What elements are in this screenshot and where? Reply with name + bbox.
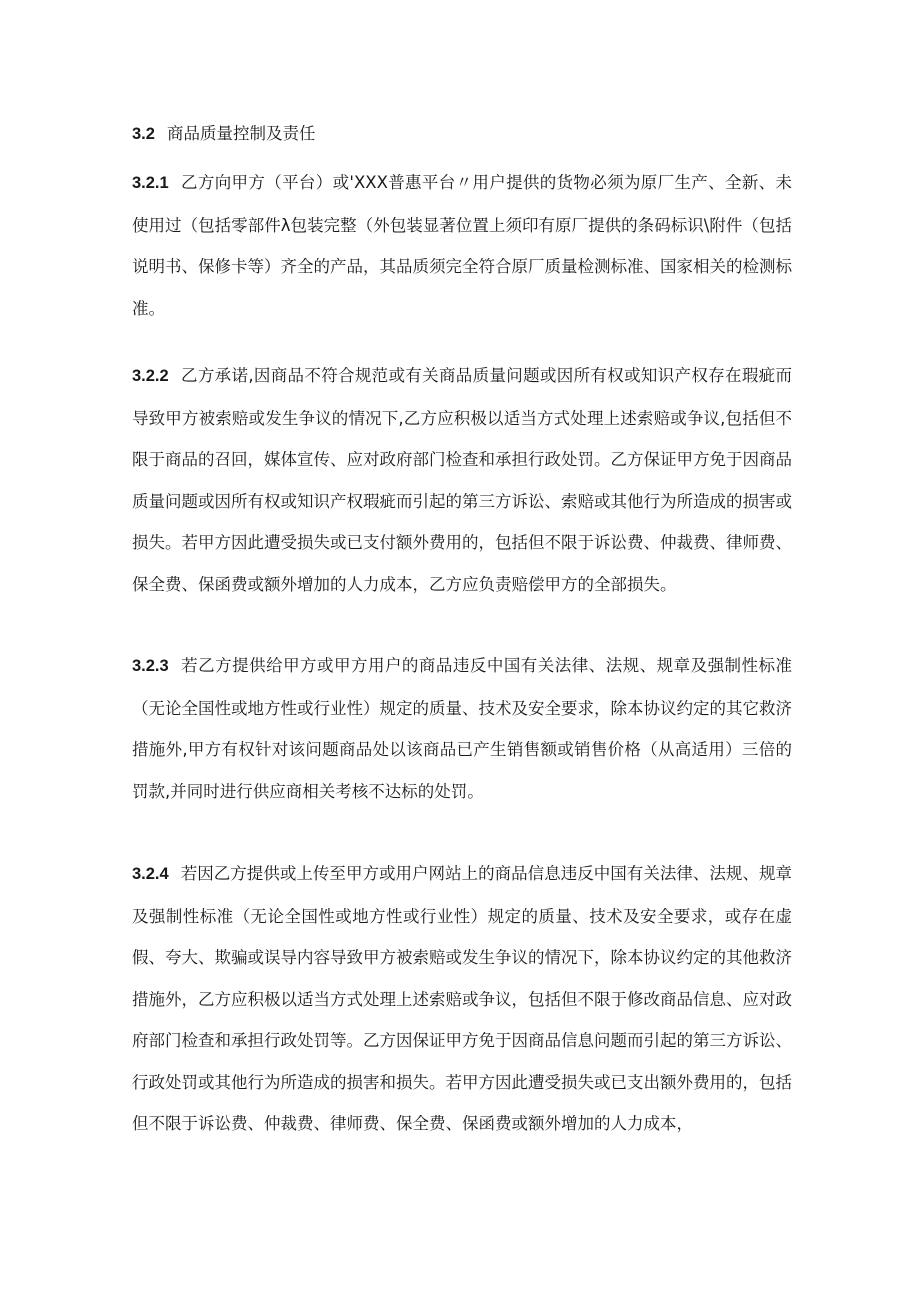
clause-3-2-3 [132,645,792,812]
section-title: 商品质量控制及责任 [166,124,316,143]
clause-3-2-1 [132,162,792,329]
clause-text: 乙方向甲方（平台）或'XXX普惠平台〃用户提供的货物必须为原厂生产、全新、未使用过（包括零部件λ包装完整（外包装显著位置上须印有原厂提供的条码标识\附件（包括说明书、保修卡等）齐全的产品，其品质须完全符合原厂质量检测标准、国家相关的检测标准。 [132,173,792,318]
clause-text: 若因乙方提供或上传至甲方或用户网站上的商品信息违反中国有关法律、法规、规章及强制性标准（无论全国性或地方性或行业性）规定的质量、技术及安全要求，或存在虚假、夸大、欺骗或误导内容导致甲方被索赔或发生争议的情况下，除本协议约定的其他救济措施外，乙方应积极以适当方式处理上述索赔或争议，包括但不限于修改商品信息、应对政府部门检查和承担行政处罚等。乙方因保证甲方免于因商品信息问题而引起的第三方诉讼、行政处罚或其他行为所造成的损害和损失。若甲方因此遭受损失或已支出额外费用的，包括但不限于诉讼费、仲裁费、律师费、保全费、保函费或额外增加的人力成本， [132,864,792,1133]
clause-text: 若乙方提供给甲方或甲方用户的商品违反中国有关法律、法规、规章及强制性标准（无论全国性或地方性或行业性）规定的质量、技术及安全要求，除本协议约定的其它救济措施外,甲方有权针对该问题商品处以该商品已产生销售额或销售价格（从高适用）三倍的罚款,并同时进行供应商相关考核不达标的处罚。 [132,656,792,801]
clause-3-2-4 [132,853,792,1145]
clause-number: 3.2.4 [132,865,169,883]
clause-text: 乙方承诺,因商品不符合规范或有关商品质量问题或因所有权或知识产权存在瑕疵而导致甲方被索赔或发生争议的情况下,乙方应积极以适当方式处理上述索赔或争议,包括但不限于商品的召回，媒体宣传、应对政府部门检查和承担行政处罚。乙方保证甲方免于因商品质量问题或因所有权或知识产权瑕疵而引起的第三方诉讼、索赔或其他行为所造成的损害或损失。若甲方因此遭受损失或已支付额外费用的，包括但不限于诉讼费、仲裁费、律师费、保全费、保函费或额外增加的人力成本，乙方应负责赔偿甲方的全部损失。 [132,366,792,594]
section-heading [132,118,315,150]
clause-number: 3.2.3 [132,657,169,675]
clause-number: 3.2.1 [132,174,169,192]
clause-3-2-2 [132,355,792,605]
clause-number: 3.2.2 [132,367,169,385]
section-number: 3.2 [132,125,155,143]
